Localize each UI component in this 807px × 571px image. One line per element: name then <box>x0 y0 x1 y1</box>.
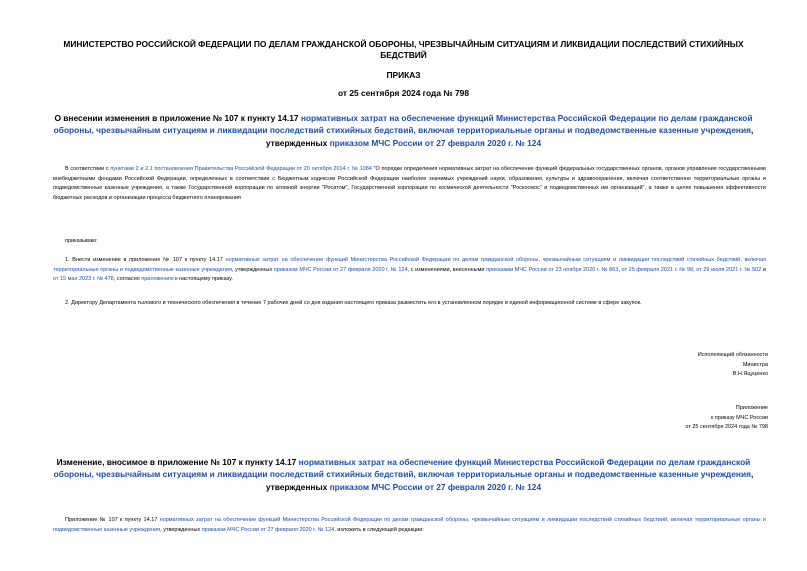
paragraph-text: 2. Директору Департамента тылового и технического обеспечения в течение 7 рабочих дней со дня издания настоящего приказа разместить его в установленном порядке в единой информационной системе в сфере закупок. <box>65 300 642 306</box>
appendix-paragraph <box>53 516 766 535</box>
link-order-124[interactable]: приказом МЧС России от 27 февраля 2020 г. № 124 <box>273 266 408 273</box>
paragraph-text: 1. Внести изменение в приложение № 107 к пункту 14.17 <box>65 257 226 263</box>
title-link-norms[interactable]: нормативных затрат на обеспечение функций Министерства Российской Федерации по делам гражданской обороны, чрезвычайным ситуациям и ликвидации последствий стихийных бедствий, включая территориальные органы и подведомственные казенные учреждения <box>53 457 751 480</box>
signature-title: Министра <box>742 361 768 368</box>
document-title <box>48 112 759 149</box>
title-link-order[interactable]: приказом МЧС России от 27 февраля 2020 г. № 124 <box>329 481 542 492</box>
paragraph-text: В соответствии с <box>65 166 111 172</box>
paragraph-text: "О порядке определения нормативных затрат на обеспечение функций федеральных государственных органов, органов управления государственными внебюджетными фондами Российской Федерации, определенных в соответствии с Бюджетным кодексом Российской Федерации наиболее значимых учреждений науки, образования, культуры и здравоохранения, включая соответственно территориальные органы и подведомственные казенные учреждения, а также Государственной корпорации по атомной энергии "Росатом", Государственной корпорации по космической деятельности "Роскосмос" и подведомственных им организаций", а также в целях повышения эффективности бюджетных расходов и организации процесса бюджетного планирования <box>53 166 766 201</box>
appendix-date: от 25 сентября 2024 года № 798 <box>685 424 768 430</box>
title-text: , утвержденных <box>265 125 754 148</box>
order-date: от 25 сентября 2024 года № 798 <box>337 88 469 98</box>
link-order-478[interactable]: от 15 мая 2023 г. № 478 <box>53 276 114 282</box>
paragraph-text: , согласно <box>113 276 142 282</box>
link-norms[interactable]: нормативных затрат на обеспечение функций Министерства Российской Федерации по делам гражданской обороны, чрезвычайным ситуациям и ликвидации последствий стихийных бедствий, включая территориальные органы и подведомственные казенные учреждения <box>53 257 766 273</box>
paragraph-text: , утвержденных <box>231 266 274 273</box>
link-order-863[interactable]: приказами МЧС России от 23 ноября 2020 г. № 863 <box>486 266 619 273</box>
title-link-norms[interactable]: нормативных затрат на обеспечение функций Министерства Российской Федерации по делам гражданской обороны, чрезвычайным ситуациям и ликвидации последствий стихийных бедствий, включая территориальные органы и подведомственные казенные учреждения <box>53 113 753 136</box>
item-1-paragraph <box>53 256 766 285</box>
appendix-label: Приложение <box>735 405 768 411</box>
appendix-ref: к приказу МЧС России <box>710 414 768 421</box>
paragraph-text: , изложить в следующей редакции: <box>334 526 424 533</box>
ministry-header: МИНИСТЕРСТВО РОССИЙСКОЙ ФЕДЕРАЦИИ ПО ДЕЛАМ ГРАЖДАНСКОЙ ОБОРОНЫ, ЧРЕЗВЫЧАЙНЫМ СИТУАЦИЯМ И ЛИКВИДАЦИИ ПОСЛЕДСТВИЙ СТИХИЙНЫХ БЕДСТВИЙ <box>63 39 744 60</box>
paragraph-text: , с изменениями, внесенными <box>407 266 487 273</box>
link-order-98[interactable]: от 25 февраля 2021 г. № 98 <box>621 266 694 273</box>
paragraph-text: приказываю: <box>65 238 98 244</box>
link-appendix[interactable]: приложению <box>141 276 174 282</box>
paragraph-text: к настоящему приказу. <box>173 276 233 282</box>
paragraph-text: , <box>693 266 697 273</box>
title-link-order[interactable]: приказом МЧС России от 27 февраля 2020 г. № 124 <box>329 137 542 148</box>
appendix-block <box>685 404 768 433</box>
link-order-502[interactable]: от 29 июля 2021 г. № 502 <box>696 266 762 273</box>
signature-position: Исполняющий обязанности <box>697 352 768 358</box>
title-text: О внесении изменения в приложение № 107 к пункту 14.17 <box>54 113 301 123</box>
order-verb-paragraph <box>53 237 766 247</box>
paragraph-text: , утвержденных <box>160 526 202 533</box>
appendix-title <box>48 456 759 493</box>
order-label: ПРИКАЗ <box>386 70 421 80</box>
link-norms[interactable]: нормативных затрат на обеспечение функций Министерства Российской Федерации по делам гражданской обороны, чрезвычайным ситуациям и ликвидации последствий стихийных бедствий, включая территориальные органы и подведомственные казенные учреждения <box>53 517 766 533</box>
title-text: Изменение, вносимое в приложение № 107 к пункту 14.17 <box>56 457 299 467</box>
item-2-paragraph <box>53 299 766 309</box>
link-government-decree[interactable]: пунктами 2 и 2.1 постановления Правительства Российской Федерации от 20 октября 2014 г. № 1084 <box>110 166 372 172</box>
title-text: , утвержденных <box>265 469 754 492</box>
paragraph-text: и <box>761 266 767 273</box>
signature-name: В.Н.Яцуценко <box>732 371 768 377</box>
paragraph-text: Приложение № 107 к пункту 14.17 <box>65 517 160 523</box>
preamble-paragraph <box>53 165 766 203</box>
link-order-124[interactable]: приказом МЧС России от 27 февраля 2020 г. № 124 <box>201 526 335 533</box>
paragraph-text: , <box>618 266 622 273</box>
signature-block <box>698 351 768 380</box>
